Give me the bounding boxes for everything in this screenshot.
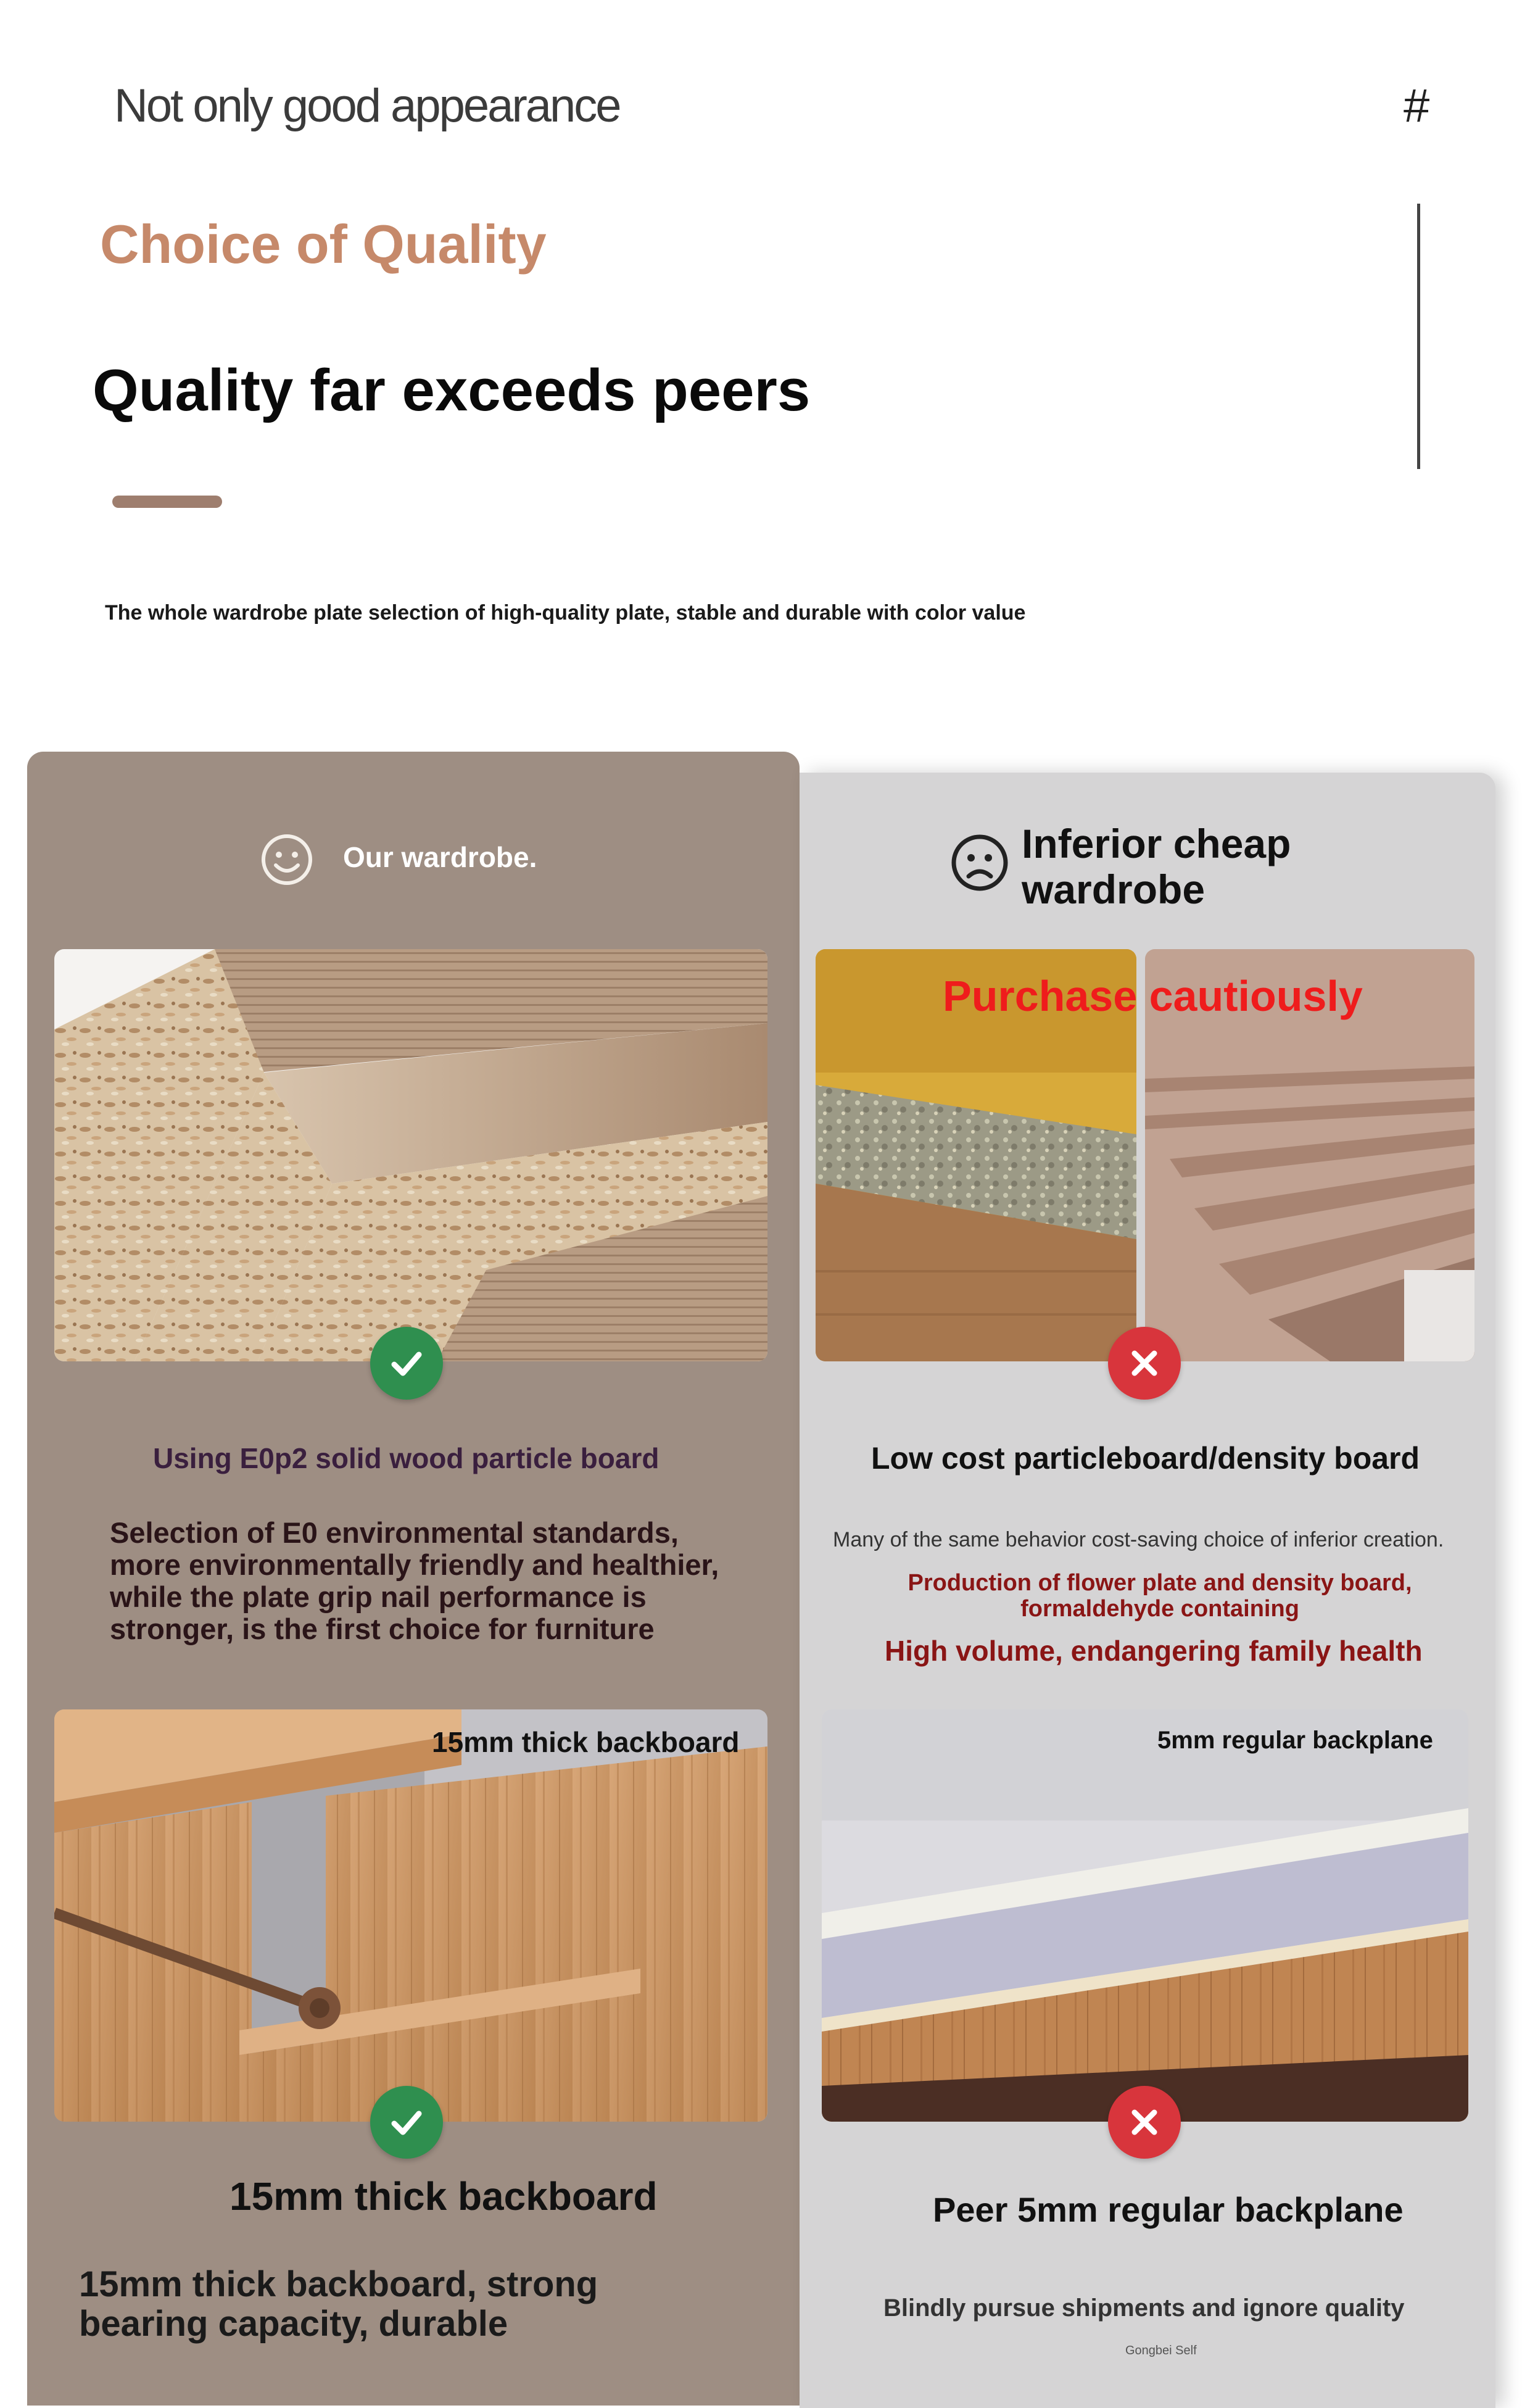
vertical-divider: [1417, 204, 1420, 469]
check-icon: [370, 1327, 443, 1400]
thick-backboard-image: [54, 1709, 767, 2122]
thick-backboard-description: 15mm thick backboard, strong bearing capacity, durable: [79, 2264, 598, 2344]
tiny-label: Gongbei Self: [1125, 2344, 1197, 2357]
thin-backplane-subtitle: Peer 5mm regular backplane: [933, 2190, 1404, 2229]
thick-backboard-caption: 15mm thick backboard: [432, 1726, 740, 1758]
thin-backplane-description: Blindly pursue shipments and ignore quality: [883, 2294, 1405, 2322]
our-wardrobe-title: Our wardrobe.: [343, 841, 537, 873]
inferior-board-note: Many of the same behavior cost-saving choice of inferior creation.: [833, 1528, 1444, 1551]
thick-backboard-subtitle: 15mm thick backboard: [230, 2174, 658, 2219]
section-kicker: Choice of Quality: [100, 214, 547, 275]
cross-icon: [1108, 2086, 1181, 2159]
frown-icon: [950, 833, 1009, 892]
hash-symbol: #: [1404, 80, 1430, 132]
tagline: Not only good appearance: [114, 80, 620, 132]
thin-backplane-caption: 5mm regular backplane: [1157, 1727, 1433, 1754]
page-title: Quality far exceeds peers: [93, 357, 811, 423]
check-icon: [370, 2086, 443, 2159]
cross-icon: [1108, 1327, 1181, 1400]
our-board-subtitle: Using E0p2 solid wood particle board: [153, 1442, 660, 1474]
thin-backplane-image: [822, 1709, 1468, 2122]
inferior-wardrobe-title: Inferior cheap wardrobe: [1022, 821, 1291, 912]
formaldehyde-warning: Production of flower plate and density board, formaldehyde containing: [908, 1570, 1412, 1622]
smile-icon: [260, 833, 313, 886]
inferior-board-subtitle: Low cost particleboard/density board: [871, 1441, 1420, 1476]
health-warning: High volume, endangering family health: [885, 1635, 1423, 1667]
purchase-cautiously-warning: Purchase cautiously: [943, 972, 1363, 1020]
intro-text: The whole wardrobe plate selection of high-quality plate, stable and durable with color value: [105, 601, 1026, 625]
our-board-description: Selection of E0 environmental standards, more environmentally friendly and healthier, while the plate grip nail performance is stronger, is the first choice for furniture: [110, 1516, 719, 1645]
accent-divider: [112, 496, 222, 508]
particle-board-image: [54, 949, 767, 1361]
